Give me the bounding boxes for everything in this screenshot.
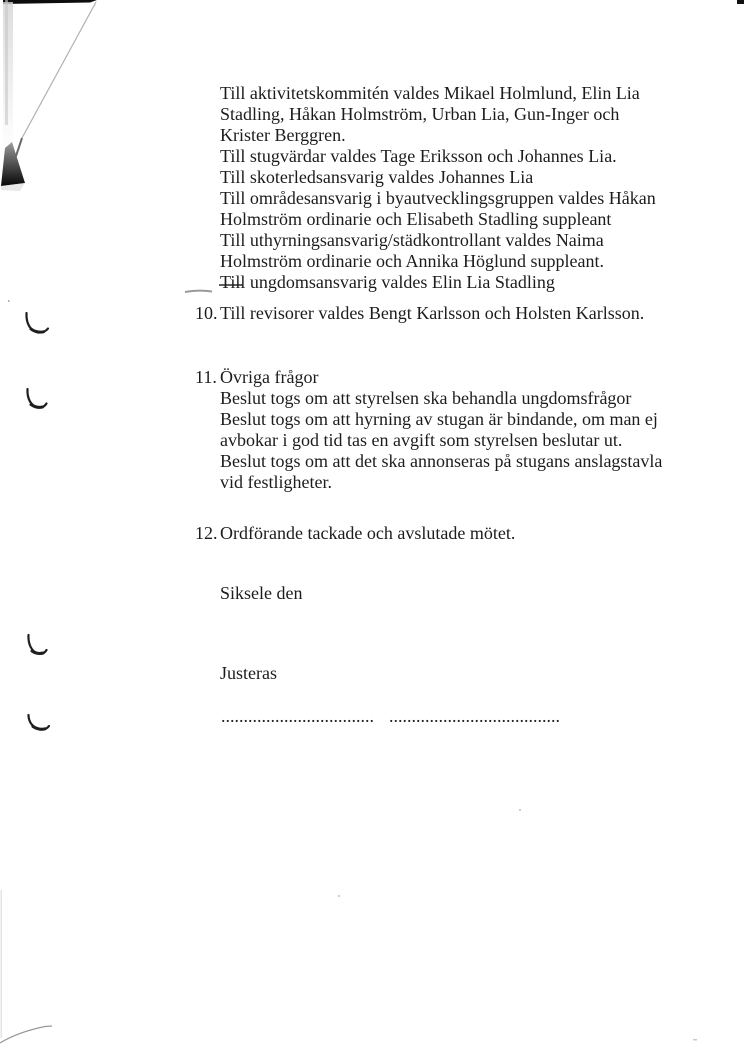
item-title: Övriga frågor <box>220 367 319 387</box>
left-edge-band-artifact <box>3 2 13 152</box>
justeras-label: Justeras <box>220 663 277 683</box>
paper-clip-shadow-artifact-4 <box>29 715 50 730</box>
item-text: Ordförande tackade och avslutade mötet. <box>220 523 516 543</box>
text-line <box>195 523 515 544</box>
minutes-item-12 <box>195 523 515 544</box>
minutes-item-11 <box>195 367 662 493</box>
item-number: 12. <box>195 523 218 543</box>
text-line: Holmström ordinarie och Elisabeth Stadling suppleant <box>220 209 612 229</box>
top-edge-shadow-artifact <box>3 0 97 4</box>
text-line: Till uthyrningsansvarig/städkontrollant valdes Naima <box>220 230 604 250</box>
minutes-item-10 <box>195 303 644 324</box>
text-line: Beslut togs om att styrelsen ska behandla ungdomsfrågor <box>220 388 632 408</box>
speck-artifact-1 <box>693 1039 697 1041</box>
left-edge-streak-artifact <box>5 0 8 125</box>
text-line: Krister Berggren. <box>220 125 346 145</box>
signature-dotted-line-1: .................................. <box>221 706 374 726</box>
corner-shadow-fade-artifact <box>1 183 25 191</box>
paper-clip-shadow-artifact-3 <box>28 635 46 654</box>
speck-artifact-4 <box>338 895 340 897</box>
item-title-line <box>195 367 662 388</box>
text-line: Till stugvärdar valdes Tage Eriksson och Johannes Lia. <box>220 146 617 166</box>
item-number: 11. <box>195 367 217 387</box>
page-fold-diagonal-artifact <box>22 2 96 138</box>
corner-shadow-wedge-artifact <box>1 142 25 186</box>
speck-artifact-3 <box>519 809 521 811</box>
speck-artifact-2 <box>8 300 10 302</box>
place-and-date-line: Siksele den <box>220 583 303 603</box>
text-line <box>195 303 644 324</box>
item-text: Till revisorer valdes Bengt Karlsson och Holsten Karlsson. <box>220 303 645 323</box>
text-line: Stadling, Håkan Holmström, Urban Lia, Gun-Inger och <box>220 104 620 124</box>
text-line: vid festligheter. <box>220 472 332 492</box>
paper-clip-shadow-artifact-2 <box>27 389 46 408</box>
item-number: 10. <box>195 303 218 323</box>
corner-mark-artifact <box>737 0 744 4</box>
text-line: Till aktivitetskommitén valdes Mikael Holmlund, Elin Lia <box>220 83 640 103</box>
page-fold-diagonal-dark-artifact <box>14 138 22 162</box>
bottom-corner-curl-artifact <box>0 1026 52 1043</box>
minutes-item-9-continuation <box>220 83 656 293</box>
signature-dotted-line-2: ...................................... <box>389 706 560 726</box>
text-line: Holmström ordinarie och Annika Höglund suppleant. <box>220 251 604 271</box>
text-line: Beslut togs om att hyrning av stugan är bindande, om man ej <box>220 409 658 429</box>
text-line: Till områdesansvarig i byautvecklingsgruppen valdes Håkan <box>220 188 656 208</box>
gray-dash-artifact <box>185 291 212 292</box>
text-line: Till skoterledsansvarig valdes Johannes Lia <box>220 167 534 187</box>
paper-clip-shadow-artifact-1 <box>26 313 48 333</box>
text-line: avbokar i god tid tas en avgift som styrelsen beslutar ut. <box>220 430 623 450</box>
text-line: Beslut togs om att det ska annonseras på stugans anslagstavla <box>220 451 663 471</box>
text-line: Till ungdomsansvarig valdes Elin Lia Stadling <box>220 272 555 292</box>
